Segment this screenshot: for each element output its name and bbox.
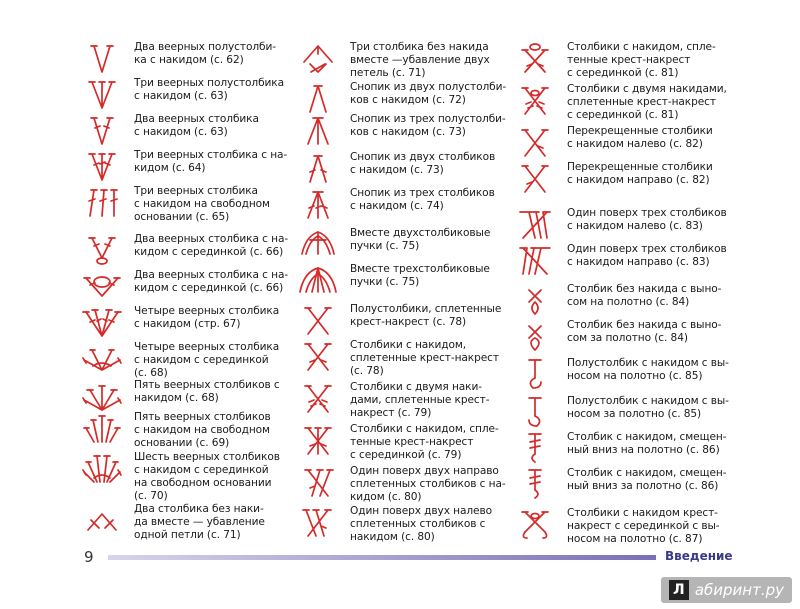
legend-entry — [82, 232, 288, 268]
legend-entry — [82, 112, 259, 148]
legend-label: Столбики с двумя накидами, сплетенные крест-накрест с серединкой (с. 81) — [567, 83, 727, 121]
watermark — [661, 577, 792, 603]
legend-entry — [515, 160, 713, 196]
legend-label: Перекрещенные столбики с накидом направо (с. 82) — [567, 161, 713, 186]
crossed-half-dc-icon — [298, 302, 342, 338]
crossed-dc-right-icon — [515, 160, 559, 196]
hdc-back-post-icon — [515, 394, 559, 430]
legend-label: Пять веерных столбиков с накидом (с. 68) — [134, 379, 280, 404]
legend-entry — [298, 112, 506, 148]
legend-entry — [298, 262, 490, 298]
legend-entry — [82, 502, 265, 542]
two-fan-dc-icon — [82, 112, 126, 148]
legend-label: Столбик без накида с выно- сом за полотно (с. 84) — [567, 319, 722, 344]
legend-label: Перекрещенные столбики с накидом налево (с. 82) — [567, 125, 713, 150]
three-fan-dc-base-icon — [82, 184, 126, 220]
legend-label: Снопик из трех столбиков с накидом (с. 74) — [350, 187, 495, 212]
two-half-dc-bundle-icon — [298, 80, 342, 116]
legend-entry — [298, 40, 490, 80]
legend-label: Два веерных полустолби- ка с накидом (с. 62) — [134, 41, 276, 66]
legend-entry — [298, 338, 499, 378]
legend-entry — [515, 242, 727, 278]
one-over-three-left-icon — [515, 206, 559, 242]
legend-entry — [82, 184, 270, 224]
legend-entry — [515, 206, 727, 242]
legend-label: Столбики с накидом, спле- тенные крест-накрест с серединкой (с. 81) — [567, 41, 716, 79]
legend-entry — [82, 378, 280, 414]
legend-label: Столбики с накидом, сплетенные крест-накрест (с. 78) — [350, 339, 499, 377]
legend-entry — [82, 304, 279, 340]
legend-entry — [82, 76, 284, 112]
legend-label: Один поверх трех столбиков с накидом налево (с. 83) — [567, 207, 727, 232]
legend-label: Полустолбики, сплетенные крест-накрест (с. 78) — [350, 303, 502, 328]
five-fan-dc-icon — [82, 378, 126, 414]
footer-rule — [108, 555, 656, 560]
legend-label: Два веерных столбика с на- кидом с серединкой (с. 66) — [134, 233, 289, 258]
legend-entry — [298, 80, 506, 116]
legend-entry — [515, 318, 721, 354]
watermark-text: абиринт.ру — [694, 581, 784, 599]
legend-entry — [82, 410, 271, 450]
crossed-dc-icon — [298, 338, 342, 374]
two-dc-cluster-icon — [298, 226, 342, 262]
legend-label: Два веерных столбика с накидом (с. 63) — [134, 113, 259, 138]
three-half-dc-bundle-icon — [298, 112, 342, 148]
legend-entry — [82, 40, 276, 76]
legend-label: Столбик с накидом, смещен- ный вниз на полотно (с. 86) — [567, 431, 727, 456]
legend-label: Шесть веерных столбиков с накидом с серединкой на свободном основании (с. 70) — [134, 451, 280, 502]
page-number: 9 — [84, 548, 94, 566]
legend-label: Снопик из двух столбиков с накидом (с. 73) — [350, 151, 496, 176]
legend-label: Столбики с двумя наки- дами, сплетенные крест- накрест (с. 79) — [350, 381, 490, 419]
five-fan-dc-base-icon — [82, 410, 126, 446]
hdc-front-post-icon — [515, 356, 559, 392]
legend-entry — [298, 380, 489, 420]
two-sc-together-icon — [82, 502, 126, 538]
crossed-dtr-icon — [298, 380, 342, 416]
crossed-dc-center-icon — [298, 422, 342, 458]
legend-label: Четыре веерных столбика с накидом (стр. 67) — [134, 305, 280, 330]
legend-label: Два столбика без наки- да вместе — убавление одной петли (с. 71) — [134, 503, 265, 541]
legend-entry — [82, 450, 280, 503]
two-fan-dc-center-2-icon — [82, 268, 126, 304]
legend-entry — [298, 226, 490, 262]
legend-label: Столбик без накида с выно- сом на полотно (с. 84) — [567, 283, 722, 308]
legend-entry — [515, 82, 727, 122]
legend-label: Вместе трехстолбиковые пучки (с. 75) — [350, 263, 490, 288]
legend-label: Один поверх двух налево сплетенных столбиков с накидом (с. 80) — [350, 505, 492, 543]
one-over-two-left-icon — [298, 504, 342, 540]
two-dc-bundle-icon — [298, 150, 342, 186]
dc-crossed-post-icon — [515, 506, 559, 542]
legend-entry — [515, 124, 713, 160]
legend-entry — [298, 150, 495, 186]
crossed-dtr-center-icon — [515, 82, 559, 118]
crossed-dc-center-3-icon — [515, 40, 559, 76]
legend-label: Снопик из трех полустолби- ков с накидом (с. 73) — [350, 113, 506, 138]
legend-label: Один поверх трех столбиков с накидом направо (с. 83) — [567, 243, 727, 268]
legend-label: Три веерных полустолбика с накидом (с. 63) — [134, 77, 284, 102]
three-fan-dc-icon — [82, 148, 126, 184]
crossed-dc-left-icon — [515, 124, 559, 160]
legend-label: Один поверх двух направо сплетенных столбиков с на- кидом (с. 80) — [350, 465, 506, 503]
three-dc-bundle-icon — [298, 186, 342, 222]
legend-label: Два веерных столбика с на- кидом с серединкой (с. 66) — [134, 269, 289, 294]
legend-entry — [298, 504, 492, 544]
dc-offset-front-icon — [515, 430, 559, 466]
four-fan-dc-icon — [82, 304, 126, 340]
legend-entry — [515, 430, 726, 466]
three-fan-half-dc-icon — [82, 76, 126, 112]
legend-entry — [82, 340, 279, 380]
legend-label: Четыре веерных столбика с накидом с серединкой (с. 68) — [134, 341, 280, 379]
legend-entry — [515, 40, 716, 80]
legend-label: Вместе двухстолбиковые пучки (с. 75) — [350, 227, 491, 252]
legend-label: Полустолбик с накидом с вы- носом на полотно (с. 85) — [567, 357, 729, 382]
legend-label: Столбики с накидом, спле- тенные крест-накрест с серединкой (с. 79) — [350, 423, 499, 461]
one-over-two-right-icon — [298, 464, 342, 500]
sc-back-post-icon — [515, 318, 559, 354]
dc-offset-back-icon — [515, 466, 559, 502]
two-fan-half-dc-icon — [82, 40, 126, 76]
six-fan-dc-icon — [82, 450, 126, 486]
legend-entry — [515, 394, 729, 430]
legend-entry — [515, 506, 720, 546]
legend-entry — [298, 422, 499, 462]
legend-entry — [515, 356, 729, 392]
watermark-logo-icon: Л — [669, 580, 689, 600]
legend-entry — [515, 466, 726, 502]
two-fan-dc-center-icon — [82, 232, 126, 268]
section-title: Введение — [665, 549, 733, 563]
four-fan-dc-center-icon — [82, 340, 126, 376]
legend-label: Полустолбик с накидом с вы- носом за полотно (с. 85) — [567, 395, 729, 420]
legend-entry — [82, 268, 288, 304]
legend-label: Снопик из двух полустолби- ков с накидом (с. 72) — [350, 81, 507, 106]
legend-label: Пять веерных столбиков с накидом на свободном основании (с. 69) — [134, 411, 271, 449]
legend-label: Столбик с накидом, смещен- ный вниз за полотно (с. 86) — [567, 467, 727, 492]
legend-label: Три веерных столбика с накидом на свободном основании (с. 65) — [134, 185, 270, 223]
three-sc-together-icon — [298, 40, 342, 76]
one-over-three-right-icon — [515, 242, 559, 278]
sc-front-post-icon — [515, 282, 559, 318]
legend-entry — [298, 186, 495, 222]
legend-entry — [515, 282, 721, 318]
legend-label: Столбики с накидом крест- накрест с серединкой с вы- носом на полотно (с. 87) — [567, 507, 720, 545]
legend-entry — [82, 148, 287, 184]
legend-label: Три столбика без накида вместе —убавление двух петель (с. 71) — [350, 41, 490, 79]
legend-entry — [298, 464, 506, 504]
three-dc-cluster-icon — [298, 262, 342, 298]
legend-entry — [298, 302, 501, 338]
legend-label: Три веерных столбика с на- кидом (с. 64) — [134, 149, 288, 174]
